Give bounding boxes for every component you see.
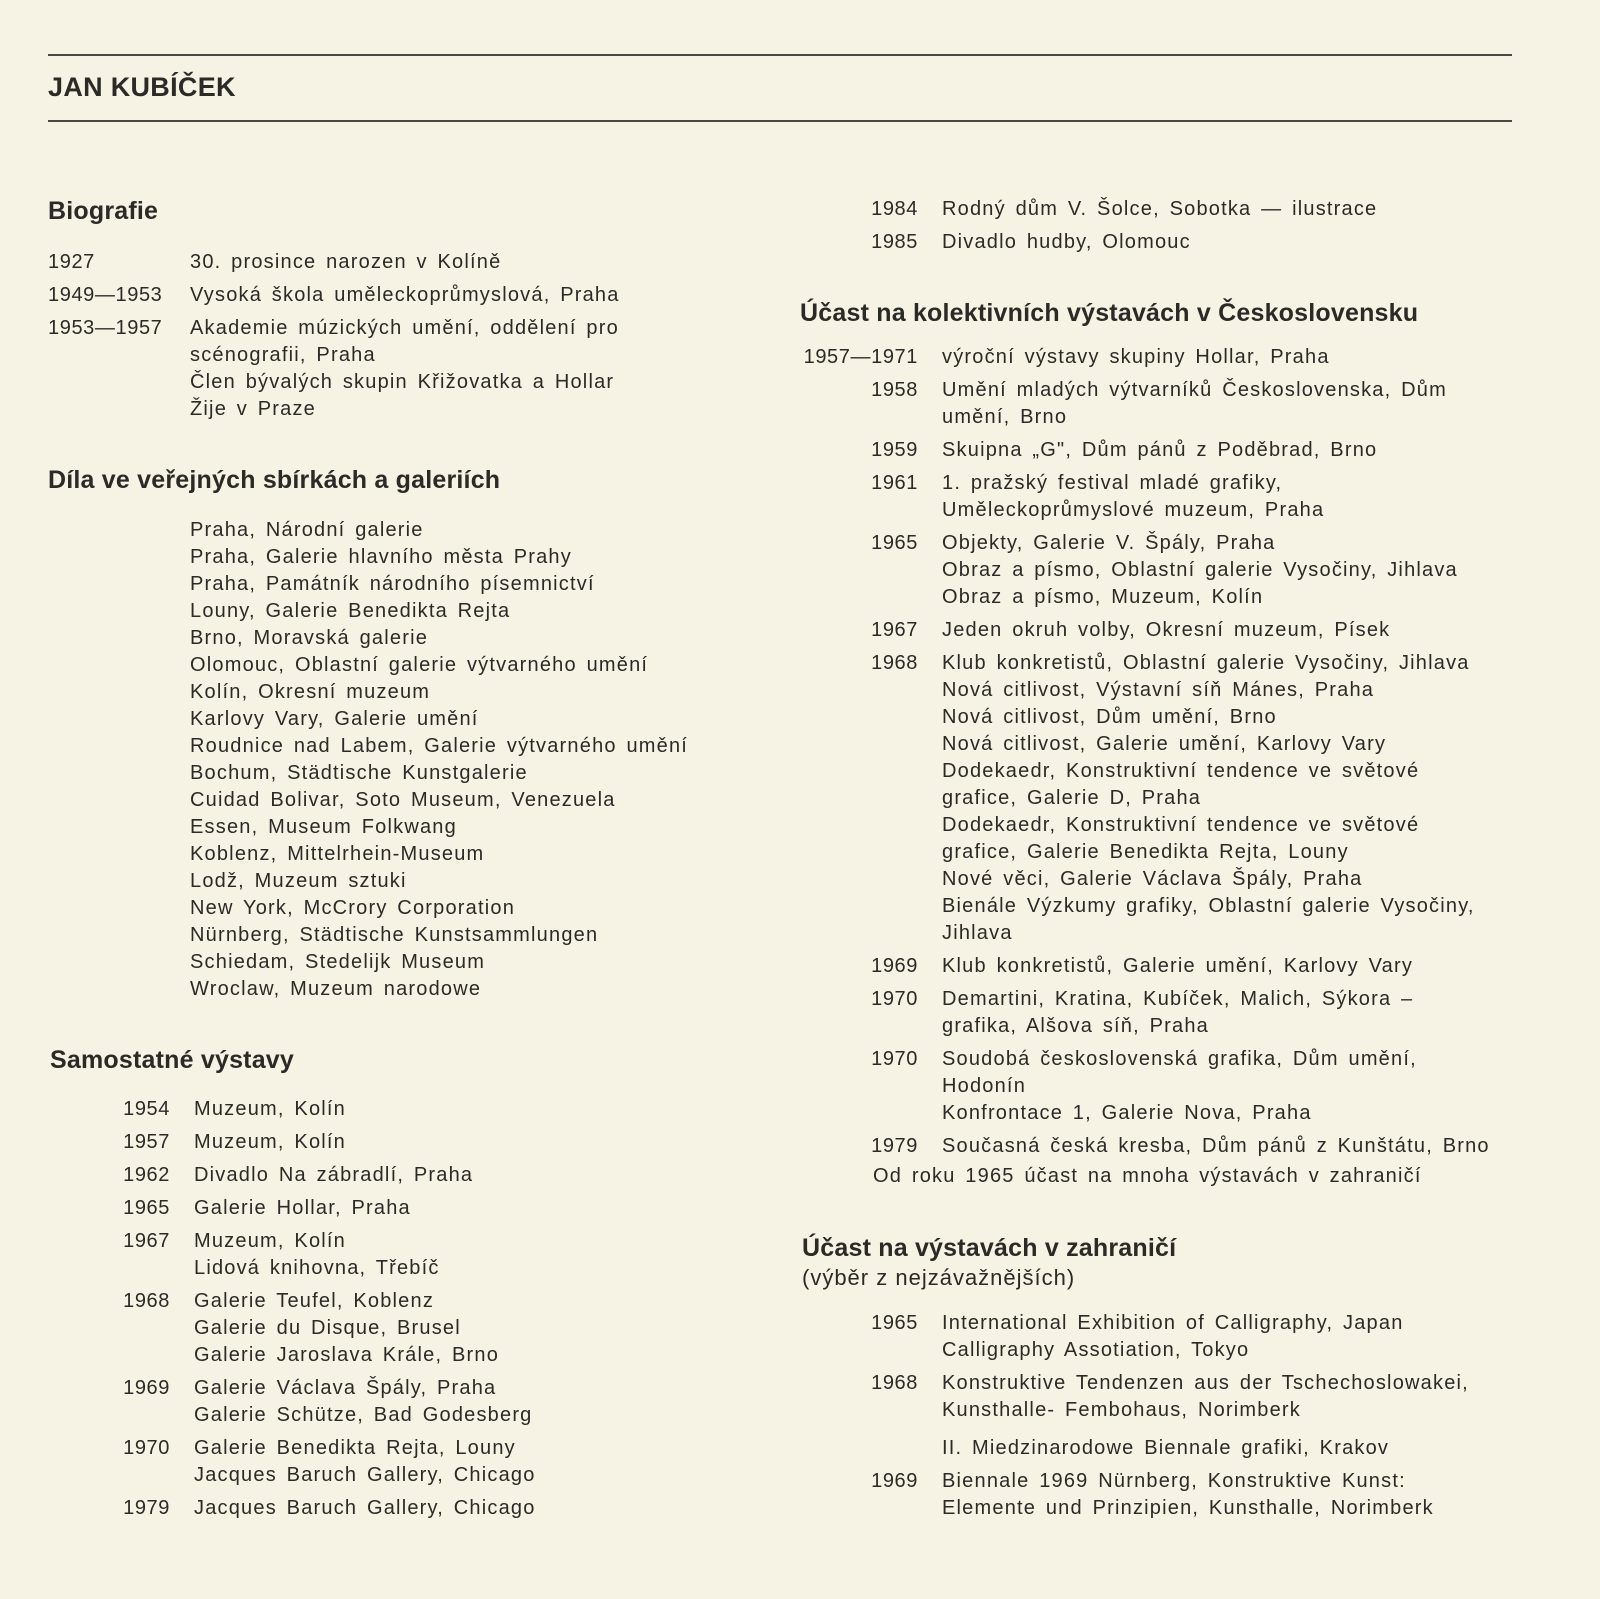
entry-year: 1957—1971 (803, 346, 918, 368)
entry-text (190, 315, 619, 423)
section-heading: Samostatné výstavy (50, 1046, 295, 1074)
section-subheading: (výběr z nejzávažnějších) (802, 1265, 1076, 1290)
entry-text (942, 650, 1475, 947)
solo-section (50, 1045, 294, 1075)
entry-text (190, 249, 501, 276)
entry-year: 1962 (123, 1164, 170, 1186)
entry-line: Nová citlivost, Dům umění, Brno (942, 706, 1277, 728)
collection-item: Lodž, Muzeum sztuki (190, 870, 407, 892)
entry-year: 1969 (871, 1470, 918, 1492)
list-item (800, 377, 1490, 431)
group-cs-list (800, 344, 1490, 1160)
entry-text (942, 530, 1458, 611)
entry-line: umění, Brno (942, 406, 1068, 428)
entry-text (942, 377, 1447, 431)
entry-line: Soudobá československá grafika, Dům umění, (942, 1048, 1417, 1070)
entry-line: Divadlo Na zábradlí, Praha (194, 1164, 474, 1186)
entry-text (942, 1133, 1490, 1160)
list-item (48, 1495, 536, 1522)
entry-year: 1968 (123, 1290, 170, 1312)
entry-line: Galerie Hollar, Praha (194, 1197, 411, 1219)
entry-line: Nová citlivost, Galerie umění, Karlovy Vary (942, 733, 1387, 755)
solo-list-continued (800, 196, 1377, 256)
entry-line: Divadlo hudby, Olomouc (942, 231, 1191, 253)
entry-line: Současná česká kresba, Dům pánů z Kunštátu, Brno (942, 1135, 1490, 1157)
entry-text (194, 1288, 499, 1369)
collections-list (190, 517, 688, 1003)
entry-year: 1969 (123, 1377, 170, 1399)
entry-text (942, 1435, 1389, 1462)
entry-year: 1984 (871, 198, 918, 220)
entry-year: 1985 (871, 231, 918, 253)
list-item (800, 470, 1490, 524)
entry-line: Nová citlivost, Výstavní síň Mánes, Praha (942, 679, 1375, 701)
entry-line: Vysoká škola uměleckoprůmyslová, Praha (190, 284, 620, 306)
entry-line: Objekty, Galerie V. Špály, Praha (942, 532, 1276, 554)
entry-line: Nové věci, Galerie Václava Špály, Praha (942, 868, 1363, 890)
section-heading: Biografie (48, 197, 159, 225)
entry-text (190, 282, 620, 309)
entry-text (942, 344, 1330, 371)
entry-line: Akademie múzických umění, oddělení pro (190, 317, 619, 339)
entry-text (942, 1046, 1417, 1127)
entry-text (942, 437, 1377, 464)
list-item (800, 196, 1377, 223)
list-item (800, 437, 1490, 464)
entry-line: Jacques Baruch Gallery, Chicago (194, 1464, 536, 1486)
section-heading: Účast na kolektivních výstavách v Československu (800, 299, 1419, 327)
entry-line: Galerie Teufel, Koblenz (194, 1290, 435, 1312)
entry-year: 1965 (871, 1312, 918, 1334)
collection-item: Roudnice nad Labem, Galerie výtvarného umění (190, 735, 689, 757)
entry-year: 1979 (123, 1497, 170, 1519)
entry-line: Konfrontace 1, Galerie Nova, Praha (942, 1102, 1312, 1124)
entry-text (194, 1495, 536, 1522)
entry-line: International Exhibition of Calligraphy, Japan (942, 1312, 1404, 1334)
entry-line: Jeden okruh volby, Okresní muzeum, Písek (942, 619, 1391, 641)
entry-year: 1970 (871, 988, 918, 1010)
entry-year: 1970 (123, 1437, 170, 1459)
entry-line: Klub konkretistů, Galerie umění, Karlovy Vary (942, 955, 1414, 977)
entry-line: Jacques Baruch Gallery, Chicago (194, 1497, 536, 1519)
entry-text (194, 1195, 411, 1222)
collection-item: Brno, Moravská galerie (190, 627, 429, 649)
entry-line: Uměleckoprůmyslové muzeum, Praha (942, 499, 1325, 521)
list-item (48, 1129, 536, 1156)
entry-line: Jihlava (942, 922, 1013, 944)
list-item (48, 1435, 536, 1489)
list-item (48, 315, 620, 423)
biography-list (48, 249, 620, 423)
entry-line: Kunsthalle- Fembohaus, Norimberk (942, 1399, 1301, 1421)
entry-year: 1979 (871, 1135, 918, 1157)
page-title: JAN KUBÍČEK (48, 72, 236, 102)
list-item (800, 1133, 1490, 1160)
entry-line: Konstruktive Tendenzen aus der Tschechoslowakei, (942, 1372, 1469, 1394)
entry-line: Hodonín (942, 1075, 1027, 1097)
entry-text (942, 617, 1390, 644)
entry-year: 1958 (871, 379, 918, 401)
entry-line: 1. pražský festival mladé grafiky, (942, 472, 1283, 494)
group-abroad-list (800, 1310, 1469, 1522)
section-heading: Díla ve veřejných sbírkách a galeriích (48, 466, 501, 494)
list-item (800, 1310, 1469, 1364)
list-item (800, 229, 1377, 256)
entry-line: 30. prosince narozen v Kolíně (190, 251, 502, 273)
list-item (800, 1468, 1469, 1522)
list-item (800, 1435, 1469, 1462)
entry-text (194, 1375, 533, 1429)
list-item (48, 282, 620, 309)
entry-year: 1957 (123, 1131, 170, 1153)
entry-line: grafice, Galerie Benedikta Rejta, Louny (942, 841, 1349, 863)
collection-item: Bochum, Städtische Kunstgalerie (190, 762, 528, 784)
biography-section (48, 196, 158, 226)
entry-line: Skuipna „G", Dům pánů z Poděbrad, Brno (942, 439, 1378, 461)
entry-line: Muzeum, Kolín (194, 1230, 346, 1252)
entry-line: grafika, Alšova síň, Praha (942, 1015, 1209, 1037)
section-heading: Účast na výstavách v zahraničí (802, 1234, 1177, 1262)
entry-text (942, 196, 1377, 223)
collection-item: Praha, Památník národního písemnictví (190, 573, 595, 595)
list-item (800, 1046, 1490, 1127)
entry-line: Umění mladých výtvarníků Československa, Dům (942, 379, 1447, 401)
entry-text (194, 1162, 473, 1189)
list-item (800, 1370, 1469, 1424)
list-item (800, 344, 1490, 371)
entry-text (942, 986, 1413, 1040)
collection-item: Praha, Galerie hlavního města Prahy (190, 546, 572, 568)
collection-item: Cuidad Bolivar, Soto Museum, Venezuela (190, 789, 616, 811)
entry-line: Galerie Jaroslava Krále, Brno (194, 1344, 500, 1366)
entry-line: Galerie du Disque, Brusel (194, 1317, 461, 1339)
list-item (48, 1162, 536, 1189)
collection-item: Karlovy Vary, Galerie umění (190, 708, 479, 730)
solo-list (48, 1096, 536, 1522)
collection-item: Kolín, Okresní muzeum (190, 681, 431, 703)
entry-year (800, 1435, 918, 1462)
entry-text (942, 953, 1413, 980)
entry-line: Calligraphy Assotiation, Tokyo (942, 1339, 1250, 1361)
group-cs-section (800, 298, 1418, 328)
collection-item: Praha, Národní galerie (190, 519, 424, 541)
entry-line: Demartini, Kratina, Kubíček, Malich, Sýkora – (942, 988, 1414, 1010)
list-item (800, 953, 1490, 980)
entry-line: Lidová knihovna, Třebíč (194, 1257, 440, 1279)
entry-line: Dodekaedr, Konstruktivní tendence ve světové (942, 760, 1420, 782)
list-item (48, 249, 620, 276)
list-item (48, 1288, 536, 1369)
entry-line: výroční výstavy skupiny Hollar, Praha (942, 346, 1330, 368)
entry-line: grafice, Galerie D, Praha (942, 787, 1202, 809)
entry-year: 1970 (871, 1048, 918, 1070)
entry-year: 1965 (123, 1197, 170, 1219)
collection-item: Louny, Galerie Benedikta Rejta (190, 600, 511, 622)
collection-item: Olomouc, Oblastní galerie výtvarného umění (190, 654, 649, 676)
group-cs-note: Od roku 1965 účast na mnoha výstavách v zahraničí (873, 1165, 1422, 1187)
list-item (48, 1375, 536, 1429)
collection-item: Schiedam, Stedelijk Museum (190, 951, 486, 973)
list-item (48, 1195, 536, 1222)
title-rule (48, 120, 1512, 122)
entry-year: 1968 (871, 652, 918, 674)
entry-year: 1927 (48, 251, 95, 273)
list-item (800, 530, 1490, 611)
entry-line: Rodný dům V. Šolce, Sobotka — ilustrace (942, 198, 1378, 220)
entry-text (942, 1370, 1469, 1424)
entry-year: 1968 (871, 1372, 918, 1394)
entry-line: Klub konkretistů, Oblastní galerie Vysočiny, Jihlava (942, 652, 1470, 674)
list-item (48, 1228, 536, 1282)
entry-text (194, 1129, 346, 1156)
entry-text (942, 1310, 1404, 1364)
entry-year: 1969 (871, 955, 918, 977)
collection-item: Koblenz, Mittelrhein-Museum (190, 843, 485, 865)
collection-item: Nürnberg, Städtische Kunstsammlungen (190, 924, 599, 946)
entry-line: Galerie Schütze, Bad Godesberg (194, 1404, 533, 1426)
entry-line: Biennale 1969 Nürnberg, Konstruktive Kunst: (942, 1470, 1406, 1492)
entry-line: scénografii, Praha (190, 344, 376, 366)
entry-year: 1961 (871, 472, 918, 494)
entry-year: 1965 (871, 532, 918, 554)
top-rule (48, 54, 1512, 56)
entry-year: 1967 (123, 1230, 170, 1252)
entry-line: Elemente und Prinzipien, Kunsthalle, Norimberk (942, 1497, 1434, 1519)
entry-line: Galerie Benedikta Rejta, Louny (194, 1437, 516, 1459)
collections-section (48, 465, 500, 495)
entry-text (194, 1096, 346, 1123)
entry-line: Obraz a písmo, Muzeum, Kolín (942, 586, 1264, 608)
entry-year: 1953—1957 (48, 317, 163, 339)
entry-year: 1954 (123, 1098, 170, 1120)
collection-item: Essen, Museum Folkwang (190, 816, 457, 838)
entry-line: Dodekaedr, Konstruktivní tendence ve světové (942, 814, 1420, 836)
entry-year: 1967 (871, 619, 918, 641)
entry-text (942, 1468, 1434, 1522)
entry-year: 1949—1953 (48, 284, 163, 306)
entry-line: II. Miedzinarodowe Biennale grafiki, Krakov (942, 1437, 1390, 1459)
entry-text (194, 1228, 440, 1282)
list-item (800, 986, 1490, 1040)
entry-line: Obraz a písmo, Oblastní galerie Vysočiny, Jihlava (942, 559, 1458, 581)
entry-line: Galerie Václava Špály, Praha (194, 1377, 497, 1399)
list-item (800, 650, 1490, 947)
collection-item: Wroclaw, Muzeum narodowe (190, 978, 482, 1000)
list-item (800, 617, 1490, 644)
entry-text (942, 229, 1191, 256)
entry-line: Člen bývalých skupin Křižovatka a Hollar (190, 371, 615, 393)
list-item (48, 1096, 536, 1123)
entry-line: Muzeum, Kolín (194, 1098, 346, 1120)
entry-year: 1959 (871, 439, 918, 461)
entry-line: Muzeum, Kolín (194, 1131, 346, 1153)
collection-item: New York, McCrory Corporation (190, 897, 516, 919)
entry-line: Žije v Praze (190, 398, 316, 420)
entry-text (194, 1435, 536, 1489)
entry-line: Bienále Výzkumy grafiky, Oblastní galerie Vysočiny, (942, 895, 1475, 917)
group-abroad-section (802, 1233, 1176, 1293)
entry-text (942, 470, 1324, 524)
